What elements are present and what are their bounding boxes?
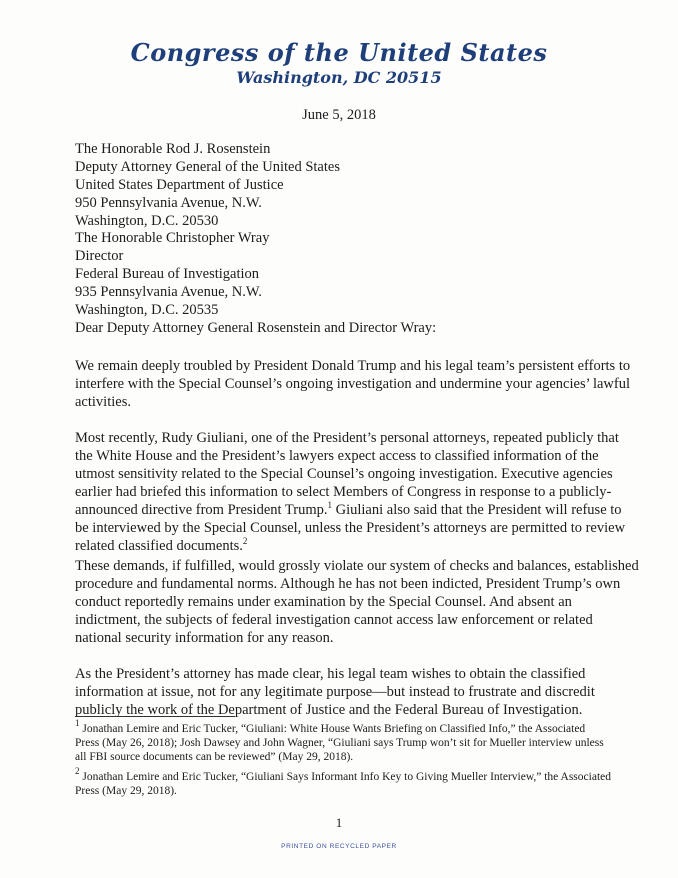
footnote-line: all FBI source documents can be reviewed” (May 29, 2018). (75, 751, 354, 763)
text-line: Most recently, Rudy Giuliani, one of the President’s personal attorneys, repeated publicly that (75, 430, 619, 446)
footnote-line (75, 766, 611, 784)
letterhead-subtitle: Washington, DC 20515 (236, 68, 442, 87)
text-line: publicly the work of the Department of Justice and the Federal Bureau of Investigation. (75, 702, 583, 718)
address-line: Washington, D.C. 20535 (75, 302, 219, 318)
text-segment: Jonathan Lemire and Eric Tucker, “Giuliani: White House Wants Briefing on Classified Info,” the Associated (82, 723, 586, 735)
letterhead-title: Congress of the United States (130, 38, 548, 67)
address-line: The Honorable Rod J. Rosenstein (75, 141, 271, 157)
page-number: 1 (335, 815, 343, 830)
recycled-paper-notice: PRINTED ON RECYCLED PAPER (281, 843, 397, 850)
footnote-line (75, 718, 604, 736)
address-line: Deputy Attorney General of the United States (75, 159, 340, 175)
footnote-line: Press (May 26, 2018); Josh Dawsey and John Wagner, “Giuliani says Trump won’t sit for Mueller interview unless (75, 737, 604, 749)
text-segment: announced directive from President Trump. (75, 502, 328, 518)
text-segment: Giuliani also said that the President will refuse to (332, 502, 622, 518)
text-line: the White House and the President’s lawyers expect access to classified information of the (75, 448, 599, 464)
address-line: The Honorable Christopher Wray (75, 230, 270, 246)
paragraph-2 (75, 429, 626, 555)
text-line: be interviewed by the Special Counsel, unless the President’s attorneys are permitted to review (75, 520, 626, 536)
footnote-number: 2 (75, 766, 80, 776)
text-line: We remain deeply troubled by President Donald Trump and his legal team’s persistent efforts to (75, 358, 631, 374)
paragraph-4 (75, 665, 615, 719)
footnote-ref: 1 (327, 500, 332, 510)
address-line: Director (75, 248, 124, 264)
text-line: conduct reportedly remains under examination by the Special Counsel. And absent an (75, 594, 572, 610)
salutation: Dear Deputy Attorney General Rosenstein and Director Wray: (75, 320, 437, 336)
address-line: Federal Bureau of Investigation (75, 266, 260, 282)
paragraph-3 (75, 557, 639, 647)
address-line: United States Department of Justice (75, 177, 284, 193)
address-line: 950 Pennsylvania Avenue, N.W. (75, 195, 262, 211)
text-line (75, 500, 622, 519)
text-line: activities. (75, 394, 131, 410)
address-line: Washington, D.C. 20530 (75, 213, 219, 229)
text-line: interfere with the Special Counsel’s ongoing investigation and undermine your agencies’ lawful (75, 376, 631, 392)
text-segment: related classified documents. (75, 538, 243, 554)
footnote-1 (75, 718, 604, 764)
text-line: national security information for any reason. (75, 630, 334, 646)
text-line: As the President’s attorney has made clear, his legal team wishes to obtain the classified (75, 666, 586, 682)
footnote-number: 1 (75, 718, 80, 728)
footnote-2 (75, 766, 611, 798)
text-line: procedure and fundamental norms. Although he has not been indicted, President Trump’s own (75, 576, 621, 592)
text-line: These demands, if fulfilled, would grossly violate our system of checks and balances, established (75, 558, 639, 574)
paragraph-1 (75, 357, 631, 411)
text-segment: Jonathan Lemire and Eric Tucker, “Giuliani Says Informant Info Key to Giving Mueller Interview,” the Associated (82, 771, 611, 783)
footnote-line: Press (May 29, 2018). (75, 785, 177, 797)
text-line: information at issue, not for any legitimate purpose—but instead to frustrate and discredit (75, 684, 595, 700)
recipient-address-1 (75, 140, 340, 230)
text-line (75, 537, 615, 555)
text-line: earlier had briefed this information to select Members of Congress in response to a publicly- (75, 484, 612, 500)
recipient-address-2 (75, 229, 269, 319)
footnote-ref: 2 (242, 536, 248, 546)
address-line: 935 Pennsylvania Avenue, N.W. (75, 284, 262, 300)
text-line: utmost sensitivity related to the Special Counsel’s ongoing investigation. Executive agencies (75, 466, 613, 482)
text-line: indictment, the subjects of federal investigation cannot access law enforcement or related (75, 612, 593, 628)
footnote-divider (75, 716, 235, 717)
letter-date: June 5, 2018 (302, 107, 376, 123)
